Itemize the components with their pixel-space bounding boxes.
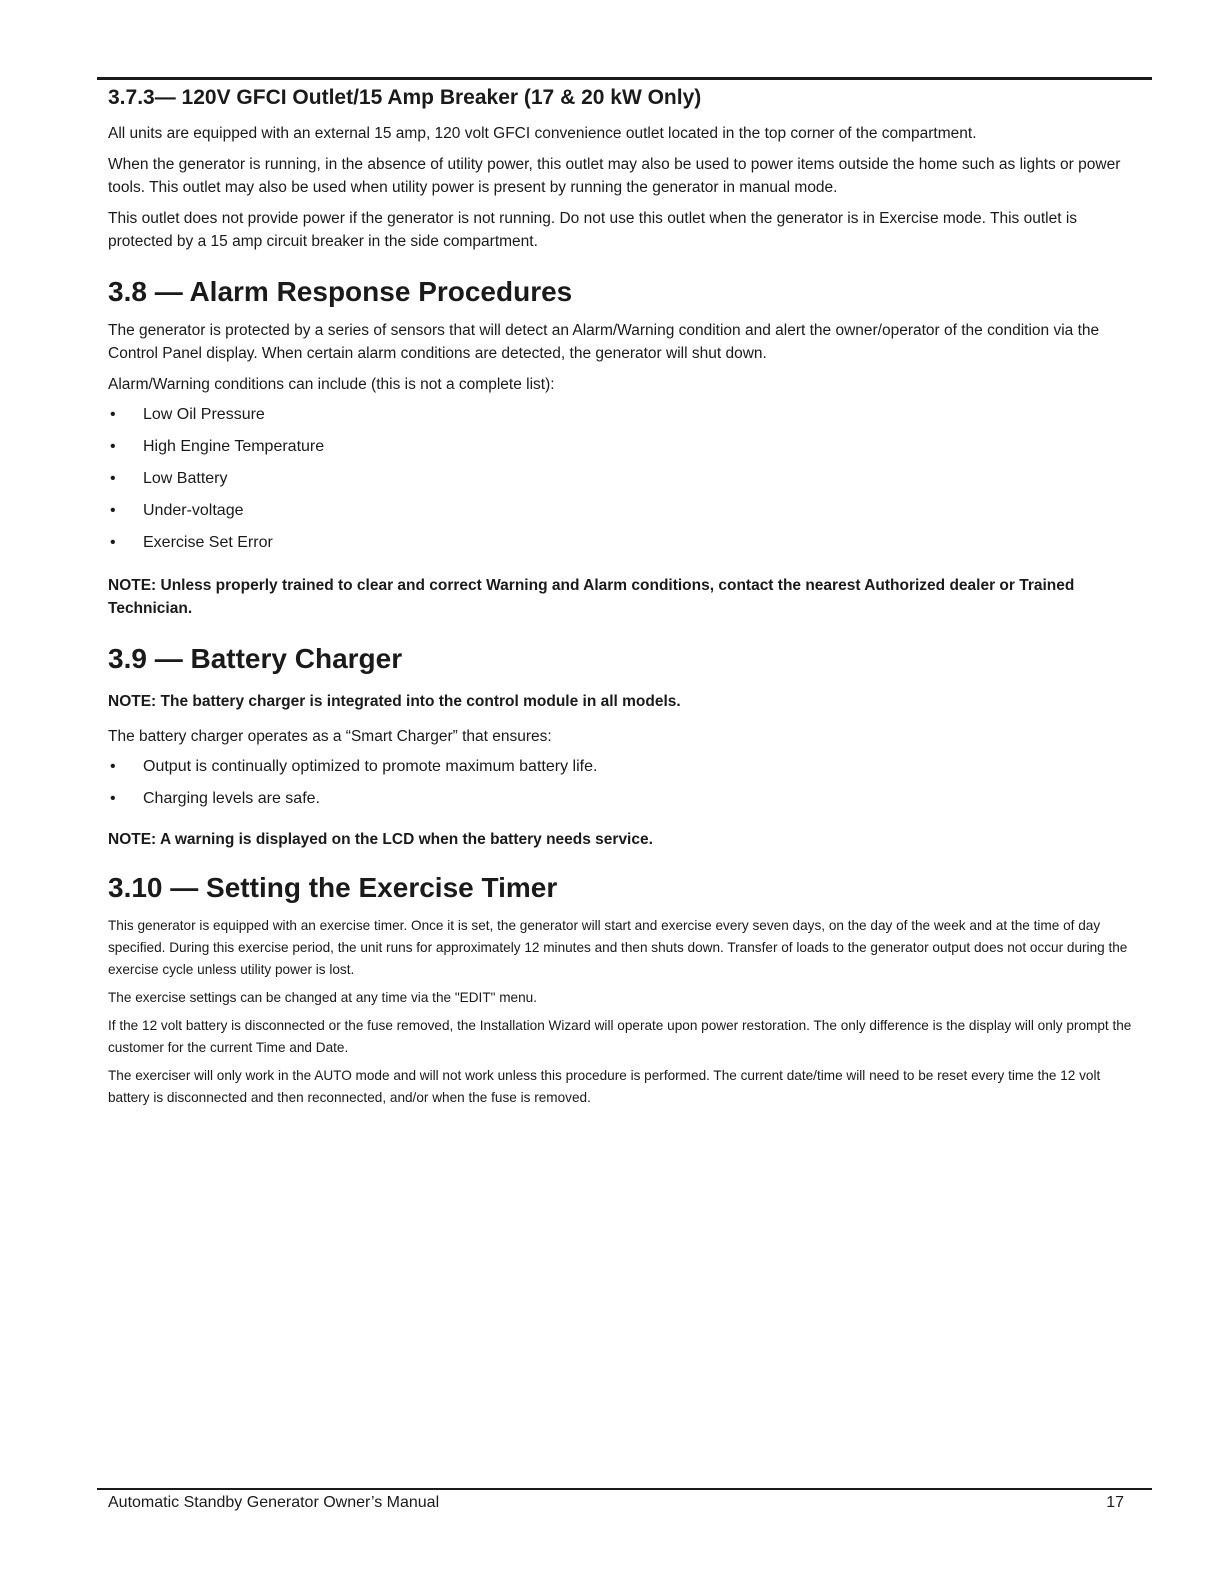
paragraph: This generator is equipped with an exercise timer. Once it is set, the generator will start and exercise every seven days, on the day of the week and at the time of day specified. During this exercise period, the unit runs for approximately 12 minutes and then shuts down. Transfer of loads to the generator output does not occur during the exercise cycle unless utility power is lost. <box>108 918 1128 977</box>
page-content <box>108 84 1144 1115</box>
paragraph: If the 12 volt battery is disconnected or the fuse removed, the Installation Wizard will operate upon power restoration. The only difference is the display will only prompt the customer for the current Time and Date. <box>108 1018 1132 1055</box>
list-item <box>108 436 1144 458</box>
note: NOTE: Unless properly trained to clear and correct Warning and Alarm conditions, contact the nearest Authorized dealer or Trained Technician. <box>108 577 1075 617</box>
note: NOTE: A warning is displayed on the LCD when the battery needs service. <box>108 831 653 848</box>
list-item <box>108 404 1144 426</box>
section-heading: 3.7.3— 120V GFCI Outlet/15 Amp Breaker (17 & 20 kW Only) <box>108 86 702 109</box>
charger-list <box>108 756 1144 810</box>
section-3-10 <box>108 871 1144 1109</box>
page-number: 17 <box>1106 1494 1124 1511</box>
list-item <box>108 532 1144 554</box>
list-item-text: Low Battery <box>143 470 228 487</box>
paragraph: The battery charger operates as a “Smart Charger” that ensures: <box>108 728 552 745</box>
section-heading: 3.9 — Battery Charger <box>108 643 403 674</box>
section-heading: 3.10 — Setting the Exercise Timer <box>108 872 558 903</box>
bullet-icon: • <box>110 502 116 519</box>
bullet-icon: • <box>110 438 116 455</box>
list-item <box>108 756 1144 778</box>
list-item <box>108 788 1144 810</box>
paragraph: When the generator is running, in the absence of utility power, this outlet may also be used to power items outside the home such as lights or power tools. This outlet may also be used when utility power is present by running the generator in manual mode. <box>108 156 1121 196</box>
list-item-text: Exercise Set Error <box>143 534 273 551</box>
paragraph: The generator is protected by a series of sensors that will detect an Alarm/Warning condition and alert the owner/operator of the condition via the Control Panel display. When certain alarm conditions are detected, the generator will shut down. <box>108 322 1100 362</box>
bullet-icon: • <box>110 790 116 807</box>
paragraph: All units are equipped with an external 15 amp, 120 volt GFCI convenience outlet located in the top corner of the compartment. <box>108 125 977 142</box>
paragraph: This outlet does not provide power if the generator is not running. Do not use this outlet when the generator is in Exercise mode. This outlet is protected by a 15 amp circuit breaker in the side compartment. <box>108 210 1078 250</box>
footer-rule <box>97 1488 1152 1490</box>
section-3-9 <box>108 642 1144 851</box>
section-3-7-3 <box>108 84 1144 253</box>
note: NOTE: The battery charger is integrated into the control module in all models. <box>108 693 681 710</box>
paragraph: The exerciser will only work in the AUTO mode and will not work unless this procedure is performed. The current date/time will need to be reset every time the 12 volt battery is disconnected and then reconnected, and/or when the fuse is removed. <box>108 1068 1101 1105</box>
section-3-8 <box>108 275 1144 620</box>
list-item <box>108 468 1144 490</box>
bullet-icon: • <box>110 758 116 775</box>
list-item-text: Low Oil Pressure <box>143 406 265 423</box>
alarm-list <box>108 404 1144 554</box>
list-item-text: High Engine Temperature <box>143 438 325 455</box>
paragraph: The exercise settings can be changed at any time via the "EDIT" menu. <box>108 990 538 1005</box>
list-item-text: Under-voltage <box>143 502 244 519</box>
bullet-icon: • <box>110 534 116 551</box>
bullet-icon: • <box>110 470 116 487</box>
paragraph: Alarm/Warning conditions can include (this is not a complete list): <box>108 376 555 393</box>
section-heading: 3.8 — Alarm Response Procedures <box>108 276 573 307</box>
list-item-text: Charging levels are safe. <box>143 790 320 807</box>
list-item <box>108 500 1144 522</box>
list-item-text: Output is continually optimized to promote maximum battery life. <box>143 758 598 775</box>
bullet-icon: • <box>110 406 116 423</box>
footer-title: Automatic Standby Generator Owner’s Manual <box>108 1494 440 1511</box>
header-rule <box>97 77 1152 80</box>
